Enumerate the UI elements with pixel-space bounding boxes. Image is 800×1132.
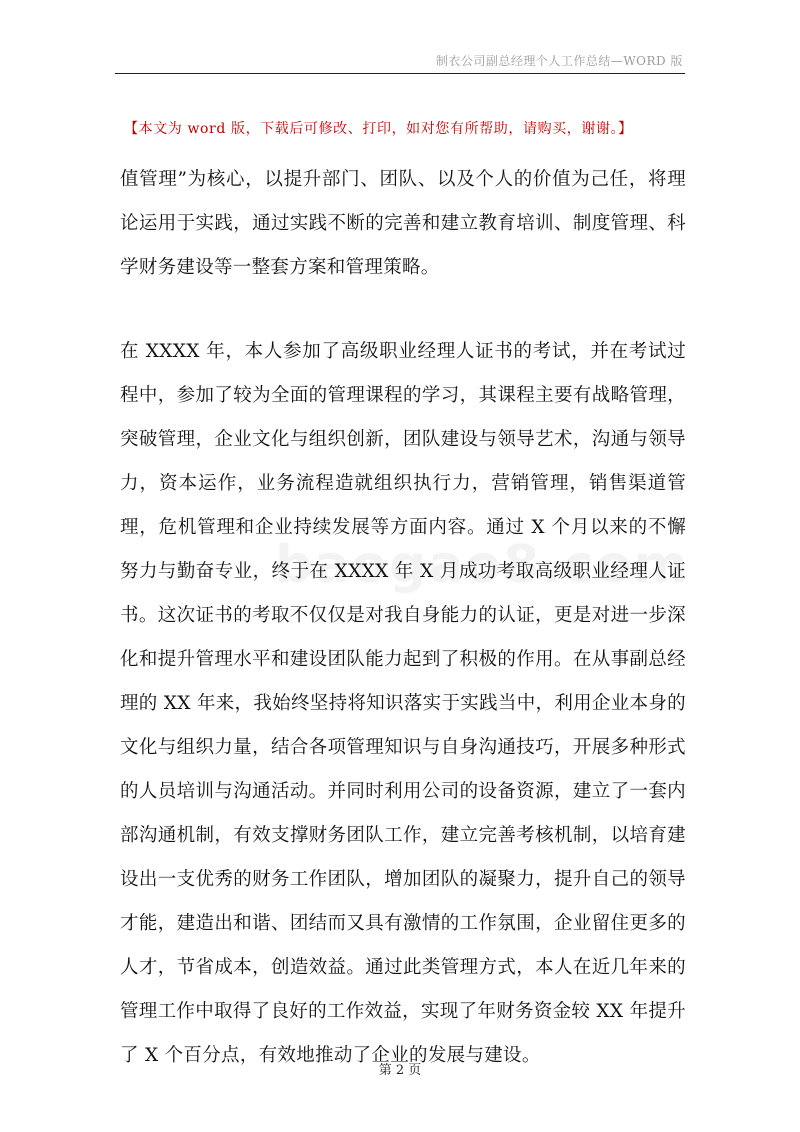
page-footer	[0, 1059, 800, 1078]
header-divider	[115, 73, 685, 74]
running-header: 制衣公司副总经理个人工作总结—WORD 版	[435, 54, 683, 68]
body-paragraph-1: 值管理”为核心，以提升部门、团队、以及个人的价值为己任，将理论运用于实践，通过实践不断的完善和建立教育培训、制度管理、科学财务建设等一整套方案和管理策略。	[120, 169, 686, 278]
download-notice: 【本文为 word 版，下载后可修改、打印，如对您有所帮助，请购买，谢谢。】	[124, 121, 633, 137]
page-number: 第 2 页	[378, 1063, 422, 1078]
body-paragraph-2: 在 XXXX 年，本人参加了高级职业经理人证书的考试，并在考试过程中，参加了较为全面的管理课程的学习，其课程主要有战略管理，突破管理，企业文化与组织创新，团队建设与领导艺术，沟通与领导力，资本运作，业务流程造就组织执行力，营销管理，销售渠道管理，危机管理和企业持续发展等方面内容。通过 X 个月以来的不懈努力与勤奋专业，终于在 XXXX 年 X 月成功考取高级职业经理人证书。这次证书的考取不仅仅是对我自身能力的认证，更是对进一步深化和提升管理水平和建设团队能力起到了积极的作用。在从事副总经理的 XX 年来，我始终坚持将知识落实于实践当中，利用企业本身的文化与组织力量，结合各项管理知识与自身沟通技巧，开展多种形式的人员培训与沟通活动。并同时利用公司的设备资源，建立了一套内部沟通机制，有效支撑财务团队工作，建立完善考核机制，以培育建设出一支优秀的财务工作团队，增加团队的凝聚力，提升自己的领导才能，建造出和谐、团结而又具有激情的工作氛围，企业留住更多的人才，节省成本，创造效益。通过此类管理方式，本人在近几年来的管理工作中取得了良好的工作效益，实现了年财务资金较 XX 年提升了 X 个百分点，有效地推动了企业的发展与建设。	[120, 341, 686, 1066]
